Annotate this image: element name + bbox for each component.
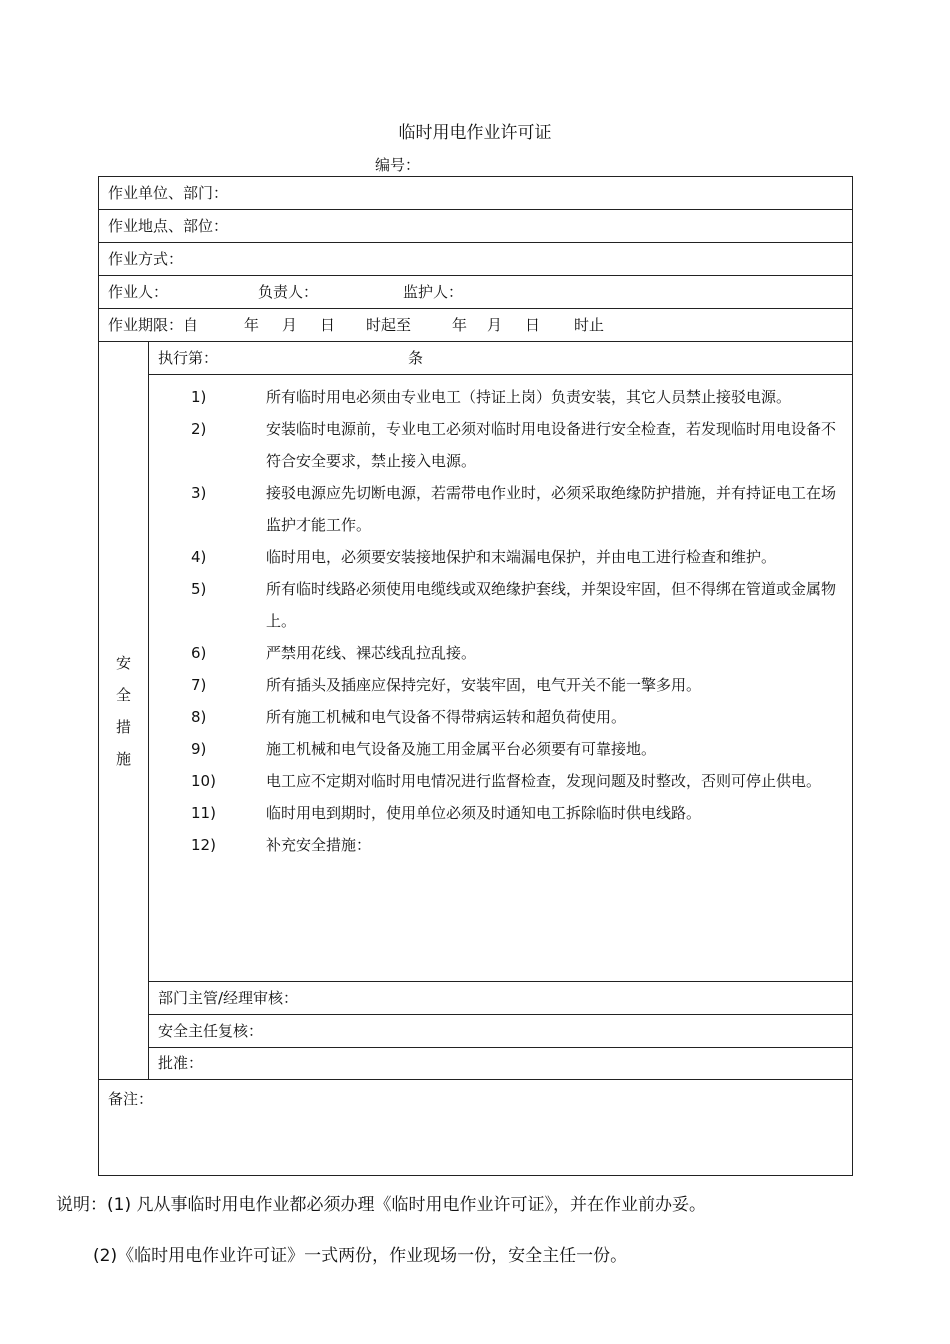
serial-number-label: 编号： (375, 156, 421, 174)
work-unit-field[interactable] (99, 177, 853, 210)
leader-label: 负责人： (258, 282, 319, 301)
side-char-2: 全 (115, 685, 131, 704)
remarks-field[interactable] (99, 1080, 853, 1176)
execute-unit: 条 (408, 348, 424, 367)
personnel-row[interactable] (99, 276, 853, 309)
work-unit-label: 作业单位、部门： (108, 183, 229, 202)
period-day-2: 日 (525, 315, 541, 334)
manager-review-label: 部门主管/经理审核： (158, 988, 299, 1007)
execute-clause-row[interactable] (149, 342, 853, 375)
period-label: 作业期限：自 (108, 315, 199, 334)
side-char-1: 安 (115, 653, 131, 672)
permit-form-table (98, 176, 853, 1176)
safety-director-review-label: 安全主任复核： (158, 1021, 264, 1040)
explanation-note-1: 说明：(1) 凡从事临时用电作业都必须办理《临时用电作业许可证》，并在作业前办妥。 (56, 1195, 706, 1215)
safety-measures-side-label (99, 342, 149, 1080)
period-hour-to: 时止 (574, 315, 605, 334)
measure-item: 9) 施工机械和电气设备及施工用金属平台必须要有可靠接地。 (191, 740, 657, 758)
measure-item: 10) 电工应不定期对临时用电情况进行监督检查，发现问题及时整改，否则可停止供电。 (191, 772, 822, 790)
page-title: 临时用电作业许可证 (398, 123, 552, 143)
work-location-label: 作业地点、部位： (108, 216, 229, 235)
measure-item: 4) 临时用电，必须要安装接地保护和末端漏电保护，并由电工进行检查和维护。 (191, 548, 777, 566)
period-year-2: 年 (452, 315, 468, 334)
period-hour-from: 时起至 (366, 315, 412, 334)
work-method-field[interactable] (99, 243, 853, 276)
guardian-label: 监护人： (403, 282, 464, 301)
work-period-row[interactable] (99, 309, 853, 342)
period-day-1: 日 (320, 315, 336, 334)
worker-label: 作业人： (108, 282, 169, 301)
measure-item: 8) 所有施工机械和电气设备不得带病运转和超负荷使用。 (191, 708, 627, 726)
side-char-4: 施 (115, 749, 131, 768)
measure-item: 3) 接驳电源应先切断电源，若需带电作业时，必须采取绝缘防护措施，并有持证电工在场监护才能工作。 (191, 484, 837, 534)
work-location-field[interactable] (99, 210, 853, 243)
safety-director-review-row[interactable] (149, 1015, 853, 1048)
measure-item: 11) 临时用电到期时，使用单位必须及时通知电工拆除临时供电线路。 (191, 804, 702, 822)
supplementary-measures-item[interactable]: 12) 补充安全措施： (191, 836, 372, 854)
manager-review-row[interactable] (149, 982, 853, 1015)
remarks-label: 备注： (108, 1090, 154, 1108)
execute-label: 执行第： (158, 348, 219, 367)
explanation-note-2: (2)《临时用电作业许可证》一式两份，作业现场一份，安全主任一份。 (93, 1246, 628, 1266)
side-char-3: 措 (115, 717, 131, 736)
period-year-1: 年 (244, 315, 260, 334)
work-method-label: 作业方式： (108, 249, 184, 268)
measure-item: 7) 所有插头及插座应保持完好，安装牢固，电气开关不能一擎多用。 (191, 676, 702, 694)
measure-item: 6) 严禁用花线、裸芯线乱拉乱接。 (191, 644, 477, 662)
approval-row[interactable] (149, 1048, 853, 1080)
measure-item: 1) 所有临时用电必须由专业电工（持证上岗）负责安装，其它人员禁止接驳电源。 (191, 388, 792, 406)
approval-label: 批准： (158, 1054, 204, 1072)
period-month-1: 月 (282, 315, 298, 334)
measure-item: 5) 所有临时线路必须使用电缆线或双绝缘护套线，并架设牢固，但不得绑在管道或金属物上。 (191, 580, 837, 630)
period-month-2: 月 (487, 315, 503, 334)
measure-item: 2) 安装临时电源前，专业电工必须对临时用电设备进行安全检查，若发现临时用电设备不符合安全要求，禁止接入电源。 (191, 420, 837, 470)
safety-measures-list (149, 381, 852, 861)
safety-measures-list-cell (149, 375, 853, 982)
